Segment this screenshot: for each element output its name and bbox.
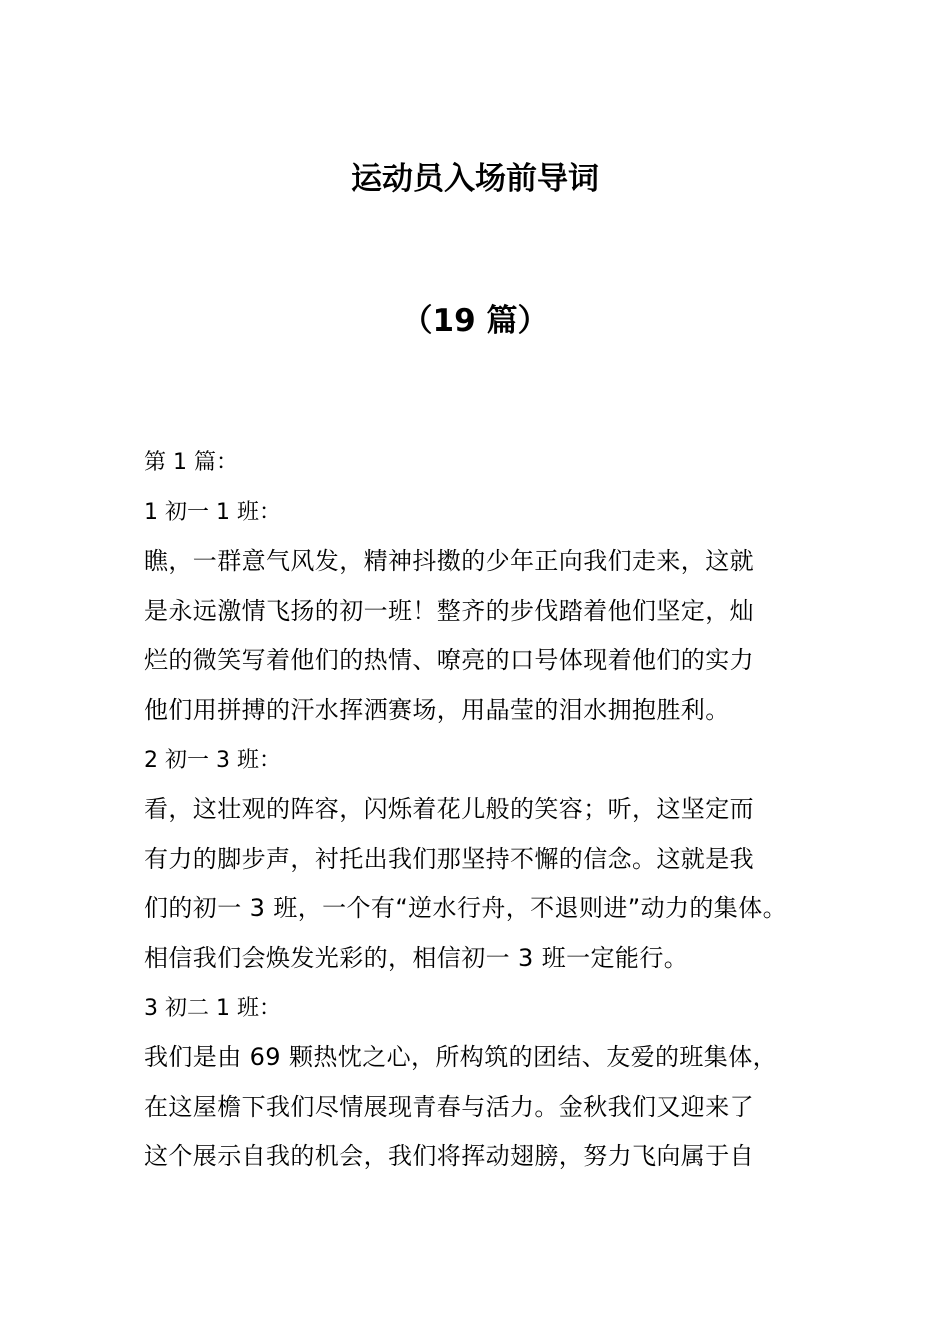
- document-title: 运动员入场前导词: [351, 161, 599, 197]
- paragraph-line: 在这屋檐下我们尽情展现青春与活力。金秋我们又迎来了: [144, 1092, 754, 1121]
- paragraph-line: 烂的微笑写着他们的热情、嘹亮的口号体现着他们的实力: [144, 646, 754, 675]
- paragraph-line: 这个展示自我的机会，我们将挥动翅膀，努力飞向属于自: [144, 1142, 754, 1171]
- paragraph-line: 瞧，一群意气风发，精神抖擞的少年正向我们走来，这就: [144, 547, 754, 576]
- class-heading: 3 初二 1 班：: [144, 995, 281, 1021]
- section-heading: 第 1 篇：: [144, 450, 238, 475]
- paragraph-line: 我们是由 69 颗热忱之心，所构筑的团结、友爱的班集体，: [144, 1043, 777, 1072]
- paragraph-line: 是永远激情飞扬的初一班！整齐的步伐踏着他们坚定，灿: [144, 596, 754, 625]
- paragraph-line: 们的初一 3 班，一个有“逆水行舟，不退则进”动力的集体。: [144, 894, 787, 923]
- document-body: [144, 438, 812, 1182]
- document-subtitle: （19 篇）: [401, 303, 549, 339]
- paragraph-line: 他们用拼搏的汗水挥洒赛场，用晶莹的泪水拥抱胜利。: [144, 695, 730, 724]
- paragraph-line: 相信我们会焕发光彩的，相信初一 3 班一定能行。: [144, 943, 689, 972]
- paragraph-line: 看，这壮观的阵容，闪烁着花儿般的笑容；听，这坚定而: [144, 795, 754, 824]
- class-heading: 1 初一 1 班：: [144, 499, 281, 525]
- class-heading: 2 初一 3 班：: [144, 747, 281, 773]
- paragraph-line: 有力的脚步声，衬托出我们那坚持不懈的信念。这就是我: [144, 844, 754, 873]
